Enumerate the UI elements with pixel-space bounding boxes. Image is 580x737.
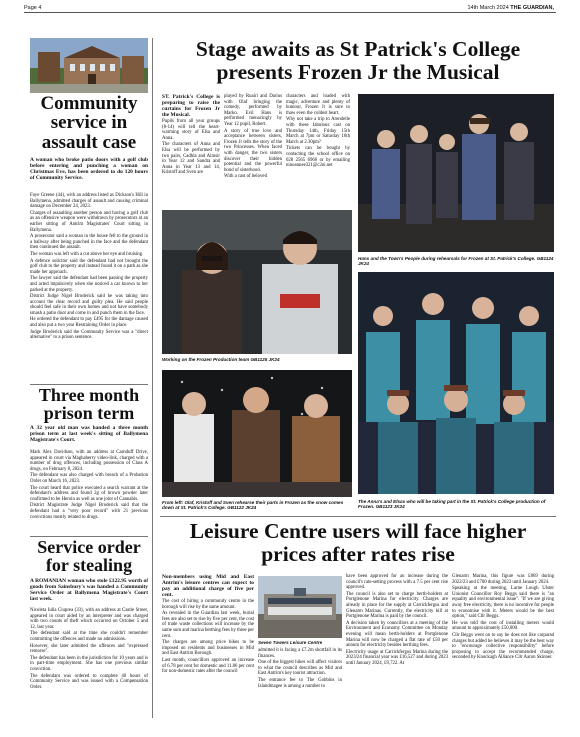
paragraph: A decision taken by councillors at a meeting of the Environment and Economy Committee on Monday evening will mean berth-holders at Portglenone Marina will now be charged a flat rate of £50 per annum for electricity besides berthing fees.	[346, 620, 448, 649]
paragraph: Speaking at the meeting, Larne Lough Ulster Unionist Councillor Roy Beggs said there is "an equality and environmental issue". "If we are giving away free electricity, there is no incentive for people to economise with it. Meters would be the best option," said Cllr Beggs.	[452, 586, 554, 620]
hans-rehearsal-photo	[358, 94, 554, 252]
paragraph: He was told the cost of installing meters would amount to approximately £50,000.	[452, 620, 554, 632]
service-lede: A ROMANIAN woman who stole £122.95 worth of goods from Sainsbury's was handed a Community Service Order at Ballymena Magistrate's Court last week.	[30, 578, 148, 602]
section-divider	[160, 516, 556, 517]
anna-elsa-caption: The Anna's and Elsas who will be taking part in the St. Patrick's College production of Frozen. GB1123 JK24	[358, 499, 546, 510]
hans-caption: Hans and the Town's People during rehearsals for Frozen at St. Patrick's College. GB1124 JK24	[358, 256, 554, 267]
leisure-headline: Leisure Centre users will face higher prices after rates rise	[189, 519, 527, 566]
paragraph: Cllr Beggs went on to say he does not like carparad charges but added he believes it may be the best way to "encourage collective responsibility" before proposing to accept the recommended charge, seconded by Knockagh Alliance Cllr Aaron Skinner.	[452, 632, 554, 661]
leisure-col1	[162, 574, 254, 676]
paragraph: District Judge Nigel Broderick said he was taking into account the clear record and guilty plea. He said people should feel safe in their own homes and not have somebody smash a patio door and come in and punch them in the face.	[30, 294, 148, 316]
paragraph: Judge Broderick said the Community Service was a "direct alternative" to a prison sentence.	[30, 329, 148, 341]
frozen-headline: Stage awaits as St Patrick's College presents Frozen Jr the Musical	[195, 37, 521, 84]
page-number: Page 4	[24, 5, 42, 11]
paragraph: admitted it is facing a £7.2m shortfall in its finances.	[258, 648, 342, 659]
frozen-lede: ST. Patrick's College is preparing to raise the curtains for Frozen Jr the Musical.	[162, 94, 220, 118]
courthouse-photo	[30, 38, 148, 93]
header-rule	[24, 12, 556, 13]
paragraph: Tickets can be bought by contacting the school office on 028 2565 6966 or by emailing ninoannee321@c2ni.net	[286, 146, 350, 169]
paragraph: A story of true love and acceptance between sisters, Frozen Jr tells the story of the two Princesses. When faced with danger, the two sisters discover their hidden potential and the powerful bond of sisterhood.	[224, 128, 282, 173]
paragraph: He ordered the defendant to pay £495 for the damage caused and also put a two year Restraining Order in place.	[30, 317, 148, 329]
paragraph: A prosecutor said a woman in the house fell to the ground in a hallway after being punched in the face and the defendant then continued the assault.	[30, 234, 148, 251]
leisure-col3	[346, 574, 448, 668]
paragraph: The council is also set to charge berth-holders at Portglenone Marina for electricity. Charges are already in place for the supply at Carrickfergus and Glenarm Marinas. Currently, the electricity bill at Portglenone Marina is paid by the council.	[346, 591, 448, 620]
paragraph: Nicoleta Iulia Ciuprea (33), with an address at Castle Street, appeared in court aided by an interpreter and was charged with two counts of theft which occurred on October 5 and 12, last year.	[30, 608, 148, 630]
paragraph: characters and loaded with magic, adventure and plenty of humour, Frozen Jr is sure to thaw even the coldest heart.	[286, 94, 350, 116]
paragraph: played by Ruairi and Darius with Olaf bringing the comedy, performed by Marko. Evil Hans is performed menacingly by Year 12 pupil, Robert.	[224, 94, 282, 127]
service-headline: Service order for stealing	[37, 537, 141, 576]
paragraph: A defence solicitor said the defendant had not brought the golf club to the property and instead found it on a path as she made her approach.	[30, 258, 148, 275]
issue-date: 14th March 2024 THE GUARDIAN,	[467, 5, 554, 11]
paragraph: The characters of Anna and Elsa will be performed by two pairs, Cadhla and Aimsir in Year 12 and Sandra and Anna in Year 13 and 14, Kristoff and Sven are	[162, 142, 220, 176]
paragraph: Faye Greene (44), with an address listed as Dickson's Hill in Ballymena, admitted charges of assault and causing criminal damage on December 24, 2023.	[30, 193, 148, 210]
anna-elsa-image	[358, 272, 554, 494]
prison-lede: A 32 year old man was handed a three month prison term at last week's sitting of Ballymena Magistrate's Court.	[30, 425, 148, 443]
prison-body	[30, 450, 148, 521]
paragraph: However, she later admitted the offences and "expressed remorse".	[30, 643, 148, 655]
paragraph: have been approved for an increase during the council's rate-setting process with a 7.5 per cent rise approved.	[346, 574, 448, 591]
paragraph: As revealed in the Guardian last week, burial fees are also set to rise by five per cent, the cost of trade waste collections will increase by the same sum and marina berthing fees by three per cent.	[162, 611, 254, 639]
leisure-centre-image	[258, 576, 342, 638]
paragraph: The court heard that police executed a search warrant at the defendant's address and found 2g of brown powder later confirmed to be Heroin as well as one joint of Cannabis.	[30, 485, 148, 502]
leisure-col4	[452, 574, 554, 662]
hans-image	[358, 94, 554, 252]
olaf-caption: From left: Olaf, Kristoff and Sven rehearse their parts in Frozen as the snow comes down at St. Patrick's College. GB1122 JK24	[162, 500, 344, 511]
leisure-lede: Non-members using Mid and East Antrim's leisure centres can expect to pay an additional charge of five per cent.	[162, 574, 254, 598]
paragraph: The lawyer said the defendant had been passing the property and acted impulsively when she noticed a car known to her parked at the property.	[30, 276, 148, 293]
paragraph: The woman was left with a cut above her eye and bruising.	[30, 251, 144, 257]
paper-name: THE GUARDIAN,	[510, 5, 554, 11]
production-image	[162, 210, 352, 354]
olaf-image	[162, 370, 352, 497]
paragraph: The entrance fee to The Gobbins in Islandmagee is among a number to	[258, 677, 342, 689]
leisure-photo-caption: Seven Towers Leisure Centre	[258, 640, 323, 645]
paragraph: Pupils from all year groups (8-14) will tell the heart-warming story of Elsa and Anna.	[162, 119, 220, 141]
community-headline: Community service in assault case	[40, 93, 138, 153]
paragraph: The defendant was ordered to complete 40 hours of Community Service and was issued with a Compensation Order.	[30, 673, 148, 690]
paragraph: Glenarm Marina, this figure was £869 during 2022/23 and £700 during 2023 until January 2024.	[452, 574, 554, 585]
olaf-kristoff-sven-photo	[162, 370, 352, 497]
frozen-col3	[286, 94, 350, 170]
paragraph: The defendant was also charged with breach of a Probation Order on March 16, 2023.	[30, 473, 148, 484]
courthouse-image	[30, 38, 148, 93]
paragraph: One of the biggest hikes will affect visitors to what the council describes as Mid and East Antrim's key tourist attraction.	[258, 660, 342, 677]
service-body	[30, 608, 148, 691]
paragraph: With a cast of beloved	[224, 174, 267, 180]
frozen-col1	[162, 94, 220, 177]
community-lede: A woman who broke patio doors with a golf club before entering and punching a woman on Christmas Eve, has been ordered to do 120 hours of Community Service.	[30, 157, 148, 181]
paragraph: The charges are among price hikes to be imposed on residents and businesses in Mid and East Antrim Borough.	[162, 640, 254, 657]
paragraph: Why not take a trip to Arendelle with these fabulous cast on Thursday 14th, Friday 15th March at 7pm or Saturday 16th March at 2.30pm?	[286, 117, 350, 145]
frozen-col2	[224, 94, 282, 181]
leisure-col2	[258, 648, 342, 690]
paragraph: The defendant has been in the jurisdiction for 10 years and is in part-time employment. She has one previous similar conviction.	[30, 655, 148, 672]
column-divider	[152, 38, 153, 718]
community-body	[30, 193, 148, 342]
leisure-centre-photo	[258, 576, 342, 638]
paragraph: The cost of hiring a community centre in the borough will rise by the same amount.	[162, 599, 254, 610]
page-header	[0, 0, 580, 14]
paragraph: Charges of assaulting another person and having a golf club as an offensive weapon were withdrawn by prosecutors at an earlier sitting of Antrim Magistrates' Court sitting in Ballymena.	[30, 210, 148, 233]
prison-headline: Three month prison term	[38, 385, 140, 424]
anna-elsa-photo	[358, 272, 554, 494]
production-caption: Working on the Frozen Production team GB1125 JK24	[162, 357, 280, 362]
paragraph: The defendant said at the time she couldn't remember committing the offences and made no admissions.	[30, 631, 148, 642]
paragraph: Last month, councillors approved an increase of 6.78 per cent for domestic and 11.86 per cent for non-domestic rates after the council	[162, 657, 254, 675]
paragraph: Electricity usage at Carrickfergus Marina during the 2023/24 financial year was £16,527 and during 2023 until January 2024, £9,722. At	[346, 649, 448, 666]
production-team-photo	[162, 210, 352, 354]
paragraph: District Magistrate Judge Nigel Broderick said that the defendant had a "very poor record" with 21 previous convictions mostly related to drugs.	[30, 503, 148, 520]
paragraph: Mark Alex Davidson, with an address at Carnduff Drive, appeared in court via Maghaberry video-link, charged with a number of drug offences, including possession of Class A drugs, on February 8, 2024.	[30, 450, 148, 472]
